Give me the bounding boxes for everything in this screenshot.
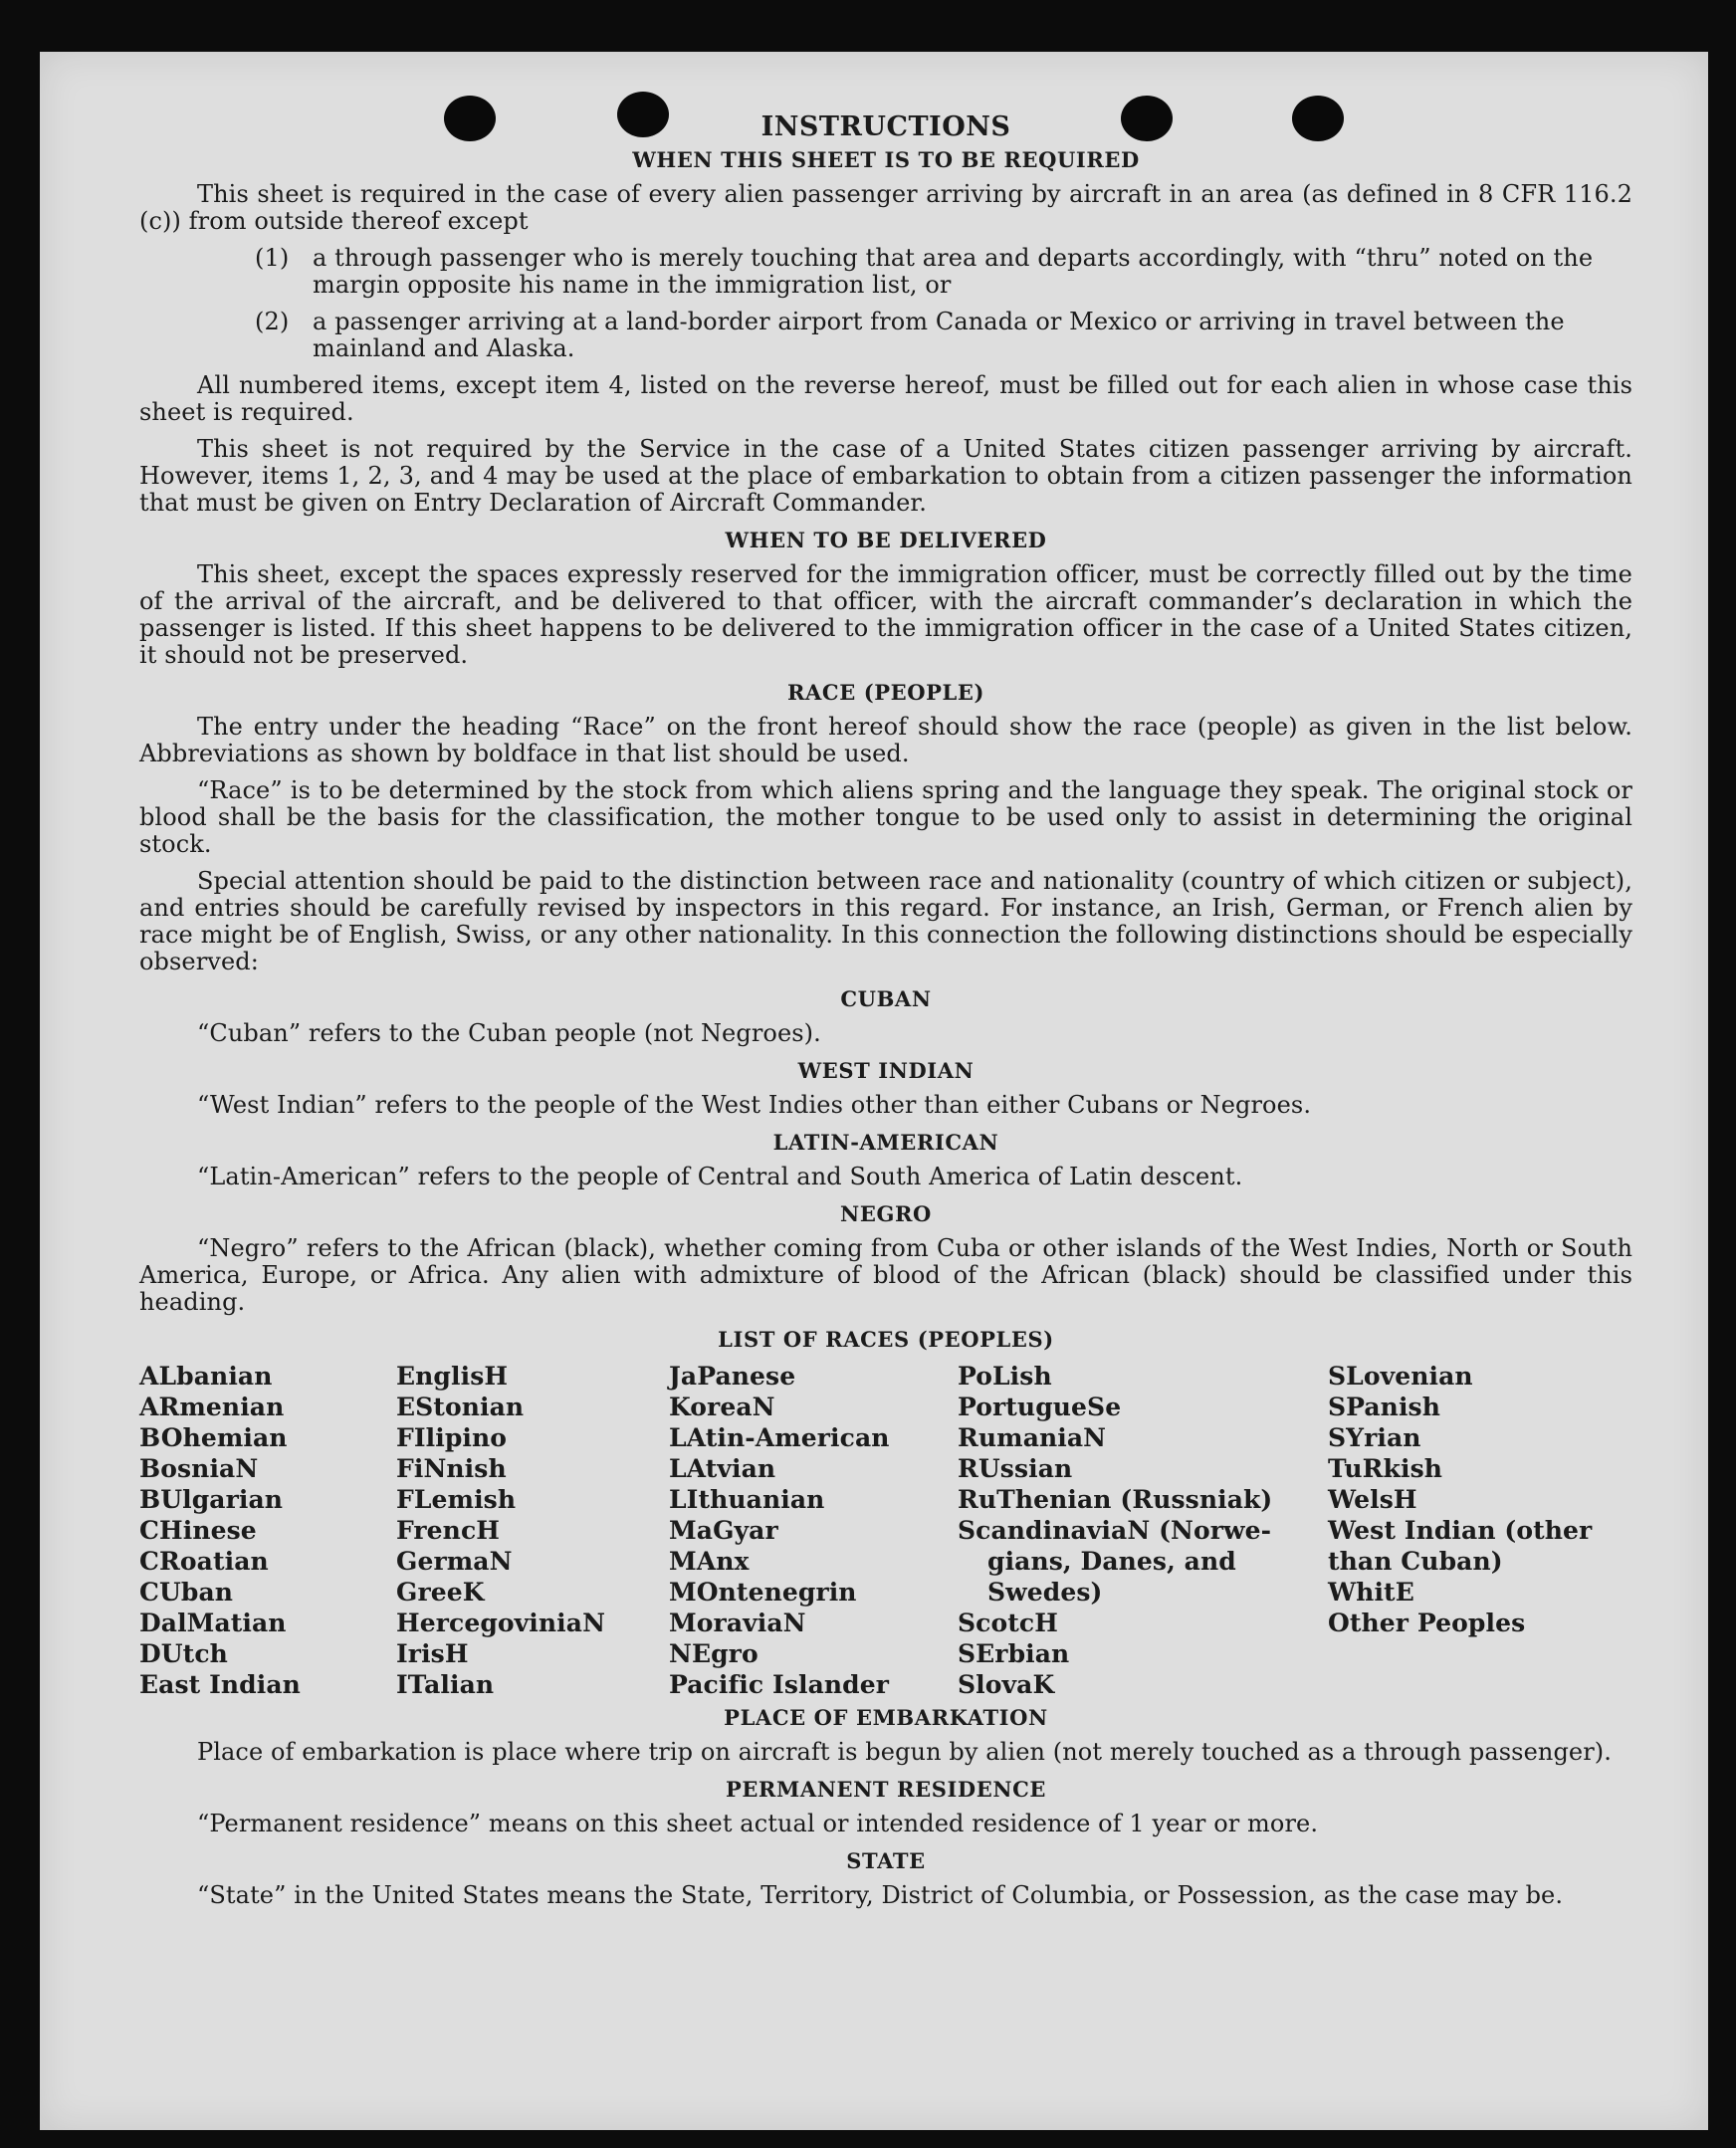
races-column bbox=[669, 1361, 958, 1700]
paragraph: “Cuban” refers to the Cuban people (not Negroes). bbox=[197, 1019, 821, 1047]
paragraph: “Race” is to be determined by the stock from which aliens spring and the language they speak. The original stock or blood shall be the basis for the classification, the mother tongue to be used only to assist in determining the original stock. bbox=[139, 776, 1632, 858]
section-heading: RACE (PEOPLE) bbox=[786, 680, 985, 705]
paragraph: This sheet is required in the case of every alien passenger arriving by aircraft in an area (as defined in 8 CFR 116.2 (c)) from outside thereof except bbox=[139, 180, 1632, 235]
section-heading: WHEN TO BE DELIVERED bbox=[725, 528, 1047, 552]
race-entry: RuThenian (Russniak) bbox=[958, 1485, 1273, 1514]
section-heading: NEGRO bbox=[840, 1201, 932, 1226]
race-entry: EnglisH bbox=[396, 1362, 509, 1391]
page-title: INSTRUCTIONS bbox=[760, 111, 1011, 142]
paragraph: Place of embarkation is place where trip on aircraft is begun by alien (not merely touched as a through passenger). bbox=[197, 1738, 1612, 1766]
race-entry: FiNnish bbox=[396, 1454, 507, 1483]
paragraph: This sheet is not required by the Service in the case of a United States citizen passenger arriving by aircraft. However, items 1, 2, 3, and 4 may be used at the place of embarkation to obtain from a citizen passenger the information that must be given on Entry Declaration of Aircraft Commander. bbox=[139, 435, 1632, 517]
section-heading: LATIN-AMERICAN bbox=[772, 1130, 999, 1155]
paragraph: “Negro” refers to the African (black), whether coming from Cuba or other islands of the West Indies, North or South America, Europe, or Africa. Any alien with admixture of blood of the African (black) should be classified under this heading. bbox=[139, 1234, 1632, 1316]
race-entry: gians, Danes, and bbox=[987, 1547, 1236, 1576]
race-entry: GreeK bbox=[396, 1578, 485, 1607]
race-entry: EStonian bbox=[396, 1393, 525, 1421]
race-entry: ALbanian bbox=[139, 1362, 273, 1391]
race-entry: CRoatian bbox=[139, 1547, 269, 1576]
race-entry: BosniaN bbox=[139, 1454, 259, 1483]
race-entry: ScotcH bbox=[958, 1609, 1058, 1637]
race-entry: ARmenian bbox=[139, 1393, 285, 1421]
race-entry: MAnx bbox=[669, 1547, 750, 1576]
race-entry: TuRkish bbox=[1328, 1454, 1443, 1483]
race-entry: SPanish bbox=[1328, 1393, 1441, 1421]
paragraph: This sheet, except the spaces expressly reserved for the immigration officer, must be correctly filled out by the time of the arrival of the aircraft, and be delivered to that officer, with the aircraft commander’s declaration in which the passenger is listed. If this sheet happens to be delivered to the immigration officer in the case of a United States citizen, it should not be preserved. bbox=[139, 560, 1632, 669]
race-entry: NEgro bbox=[669, 1639, 759, 1668]
race-entry: CHinese bbox=[139, 1516, 257, 1545]
race-entry: KoreaN bbox=[669, 1393, 775, 1421]
race-entry: RUssian bbox=[958, 1454, 1073, 1483]
item-text: a passenger arriving at a land-border airport from Canada or Mexico or arriving in travel between the mainland and Alaska. bbox=[313, 308, 1565, 362]
race-entry: GermaN bbox=[396, 1547, 513, 1576]
item-text: a through passenger who is merely touching that area and departs accordingly, with “thru” noted on the margin opposite his name in the immigration list, or bbox=[313, 244, 1594, 299]
race-entry: LAtin-American bbox=[669, 1423, 890, 1452]
race-entry: Pacific Islander bbox=[669, 1670, 890, 1699]
race-entry: WelsH bbox=[1328, 1485, 1417, 1514]
exception-list bbox=[139, 245, 1632, 362]
race-entry: PoLish bbox=[958, 1362, 1052, 1391]
race-entry: LIthuanian bbox=[669, 1485, 825, 1514]
race-entry: ScandinaviaN (Norwe- bbox=[958, 1516, 1272, 1545]
race-entry: DUtch bbox=[139, 1639, 228, 1668]
race-entry: Other Peoples bbox=[1328, 1609, 1526, 1637]
section-heading: PLACE OF EMBARKATION bbox=[724, 1705, 1048, 1730]
race-entry: LAtvian bbox=[669, 1454, 776, 1483]
section-heading: WHEN THIS SHEET IS TO BE REQUIRED bbox=[632, 147, 1140, 172]
race-entry: BUlgarian bbox=[139, 1485, 284, 1514]
race-entry: RumaniaN bbox=[958, 1423, 1107, 1452]
list-item bbox=[139, 245, 1632, 299]
section-heading: LIST OF RACES (PEOPLES) bbox=[718, 1327, 1054, 1352]
races-column bbox=[1328, 1361, 1632, 1700]
races-column bbox=[396, 1361, 669, 1700]
race-entry: HercegoviniaN bbox=[396, 1609, 606, 1637]
race-entry: DalMatian bbox=[139, 1609, 287, 1637]
paragraph: “Permanent residence” means on this sheet actual or intended residence of 1 year or more. bbox=[197, 1810, 1319, 1837]
paragraph: The entry under the heading “Race” on the front hereof should show the race (people) as given in the list below. Abbreviations as shown by boldface in that list should be used. bbox=[139, 713, 1632, 767]
section-heading: WEST INDIAN bbox=[797, 1058, 975, 1083]
section-heading: STATE bbox=[846, 1848, 926, 1873]
list-item bbox=[139, 309, 1632, 362]
paragraph: “State” in the United States means the State, Territory, District of Columbia, or Possession, as the case may be. bbox=[197, 1881, 1564, 1909]
races-column bbox=[958, 1361, 1328, 1700]
race-entry: SlovaK bbox=[958, 1670, 1055, 1699]
race-entry: BOhemian bbox=[139, 1423, 288, 1452]
instructions-content bbox=[139, 113, 1632, 1919]
race-entry: WhitE bbox=[1328, 1578, 1414, 1607]
races-column bbox=[139, 1361, 396, 1700]
paragraph: “West Indian” refers to the people of the West Indies other than either Cubans or Negroes. bbox=[197, 1091, 1312, 1119]
race-entry: SLovenian bbox=[1328, 1362, 1473, 1391]
race-entry: MaGyar bbox=[669, 1516, 778, 1545]
paragraph: Special attention should be paid to the distinction between race and nationality (country of which citizen or subject), and entries should be carefully revised by inspectors in this regard. For instance, an Irish, German, or French alien by race might be of English, Swiss, or any other nationality. In this connection the following distinctions should be especially observed: bbox=[139, 867, 1632, 975]
race-entry: FrencH bbox=[396, 1516, 501, 1545]
race-entry: JaPanese bbox=[669, 1362, 796, 1391]
race-entry: IrisH bbox=[396, 1639, 469, 1668]
document-sheet bbox=[40, 52, 1708, 2130]
race-entry: MOntenegrin bbox=[669, 1578, 857, 1607]
race-entry: SYrian bbox=[1328, 1423, 1421, 1452]
race-entry: East Indian bbox=[139, 1670, 301, 1699]
item-number: (1) bbox=[255, 244, 290, 272]
race-entry: PortugueSe bbox=[958, 1393, 1122, 1421]
race-entry: FIlipino bbox=[396, 1423, 508, 1452]
race-entry: SErbian bbox=[958, 1639, 1070, 1668]
race-entry: FLemish bbox=[396, 1485, 517, 1514]
race-entry: MoraviaN bbox=[669, 1609, 806, 1637]
paragraph: All numbered items, except item 4, listed on the reverse hereof, must be filled out for each alien in whose case this sheet is required. bbox=[139, 371, 1632, 426]
section-heading: CUBAN bbox=[840, 986, 932, 1011]
race-entry: CUban bbox=[139, 1578, 234, 1607]
race-entry: ITalian bbox=[396, 1670, 495, 1699]
race-entry: Swedes) bbox=[987, 1578, 1103, 1607]
race-entry: than Cuban) bbox=[1328, 1547, 1503, 1576]
paragraph: “Latin-American” refers to the people of Central and South America of Latin descent. bbox=[197, 1163, 1243, 1190]
item-number: (2) bbox=[255, 308, 290, 335]
races-list bbox=[139, 1361, 1632, 1700]
race-entry: West Indian (other bbox=[1328, 1516, 1593, 1545]
section-heading: PERMANENT RESIDENCE bbox=[725, 1777, 1047, 1802]
